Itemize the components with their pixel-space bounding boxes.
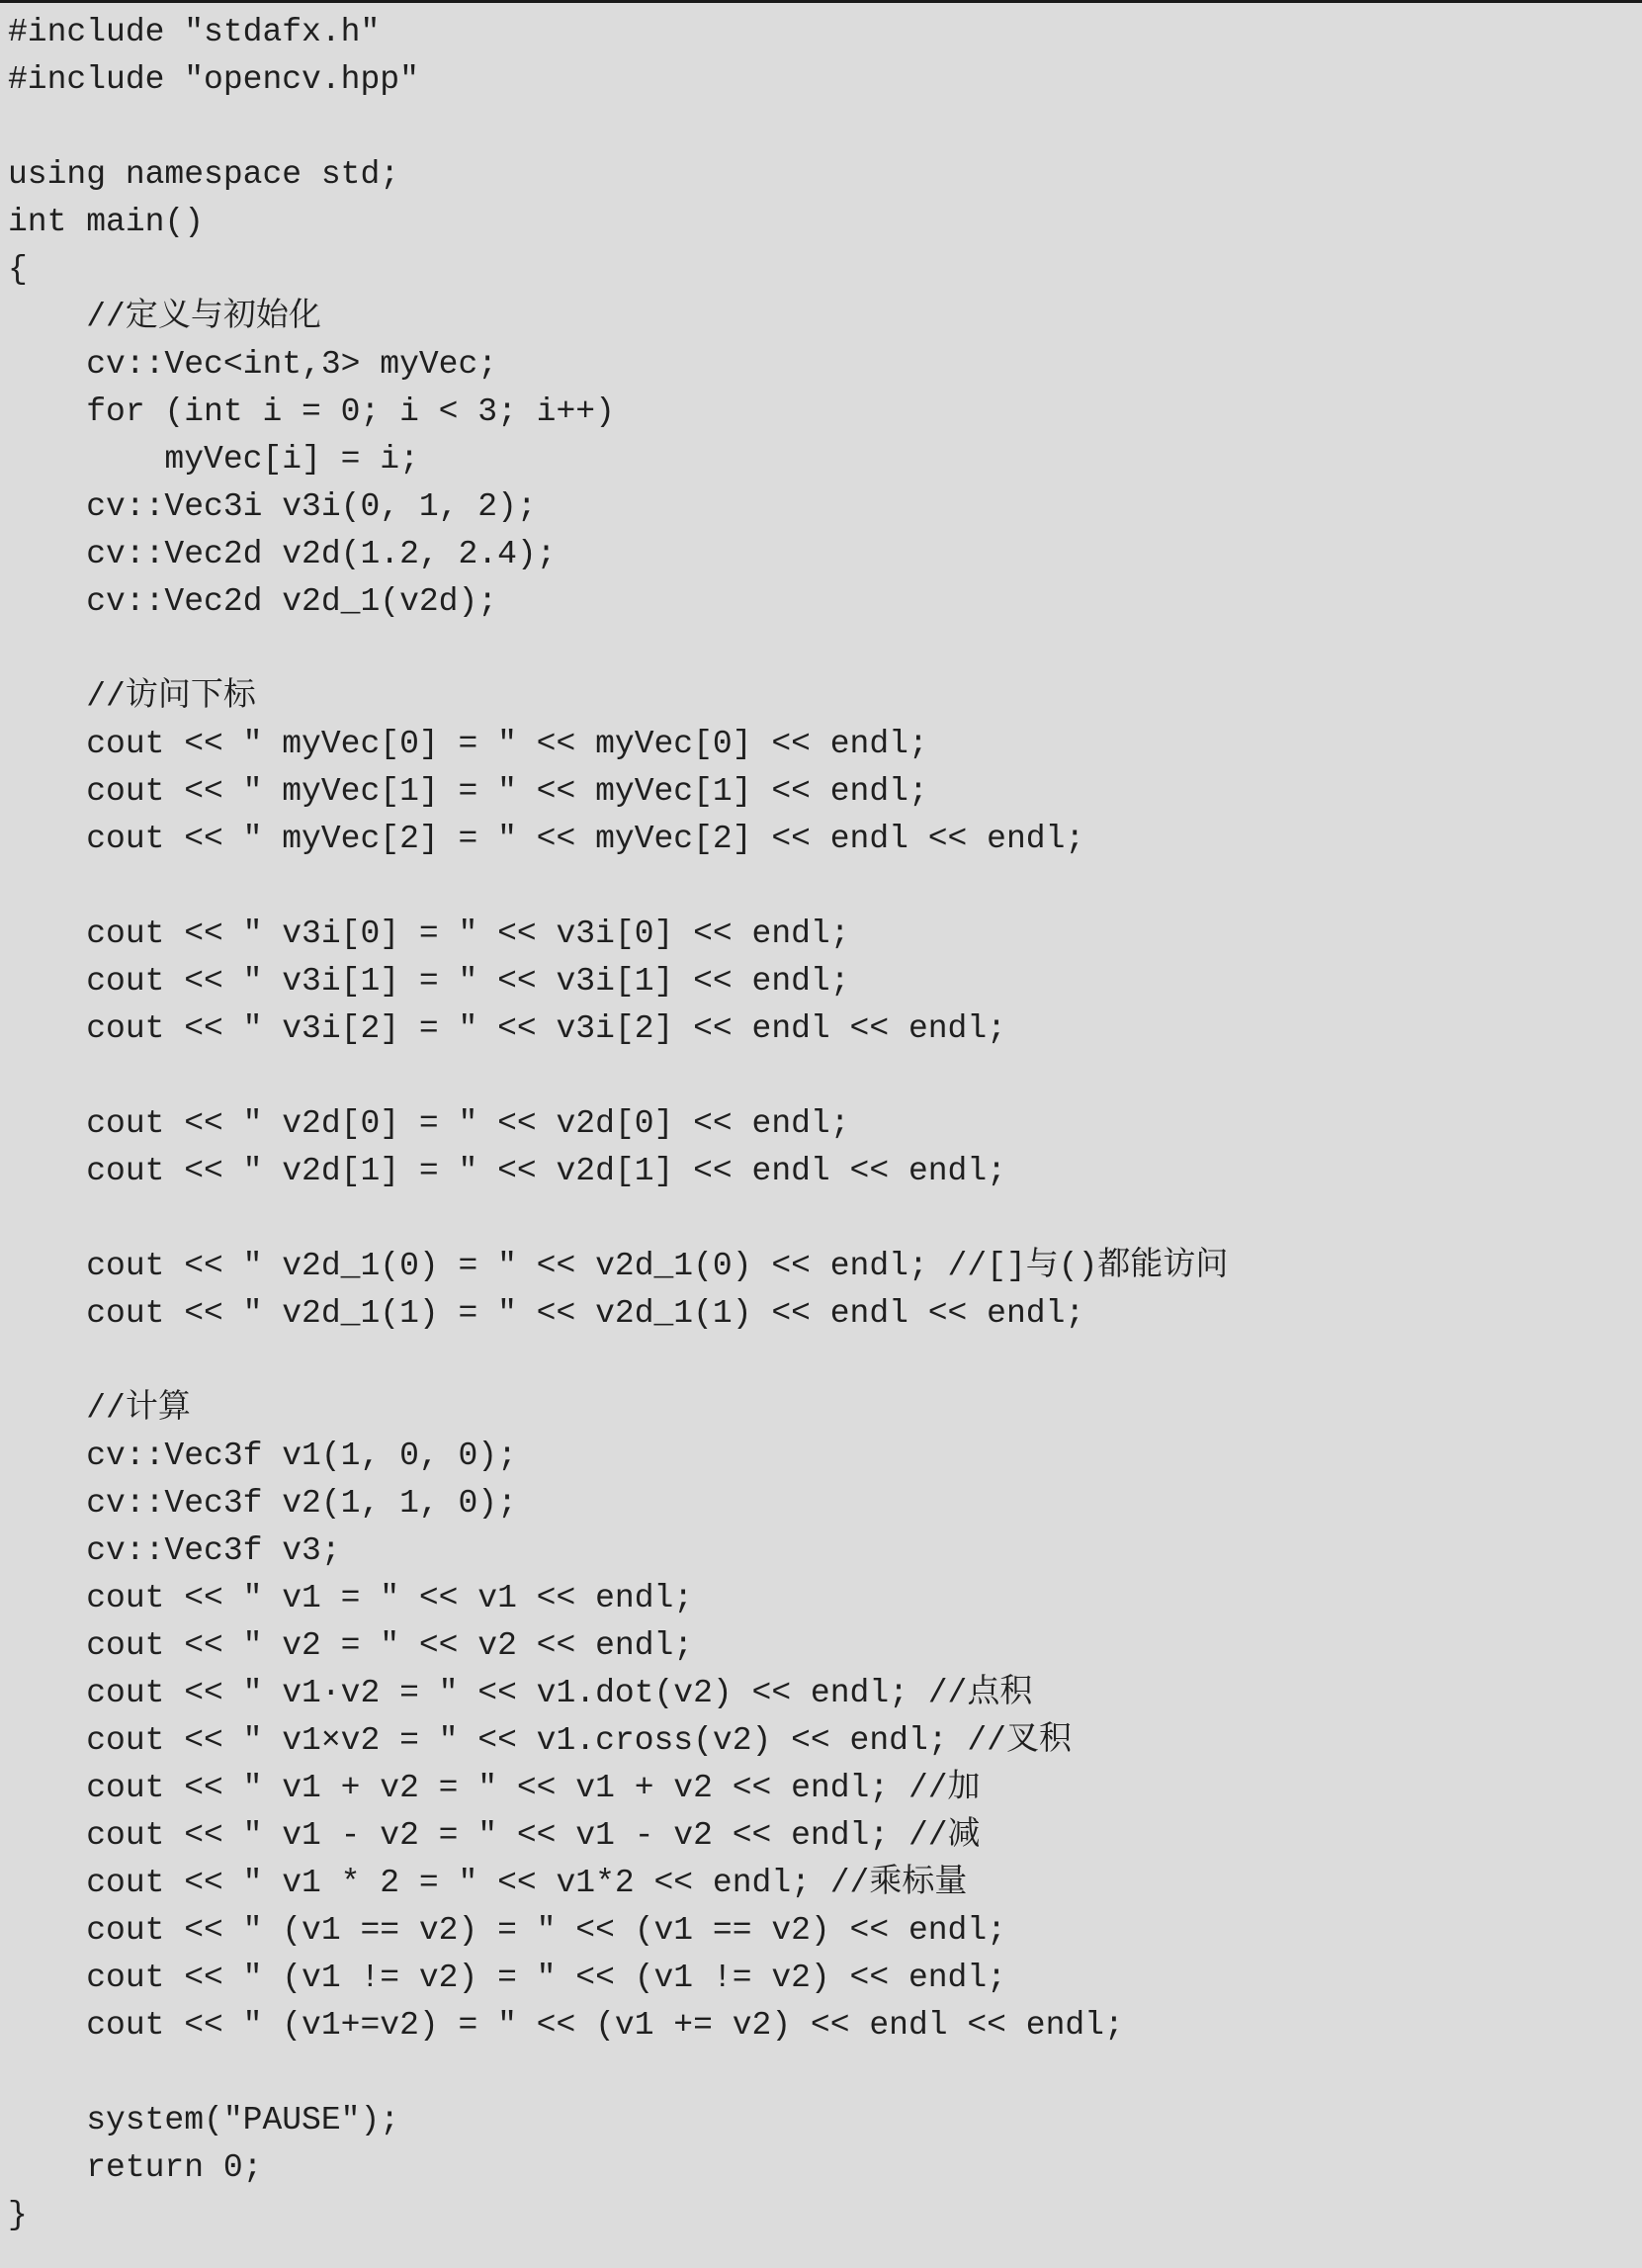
code-line [0,1338,1642,1385]
code-line: cout << " myVec[1] = " << myVec[1] << endl; [8,773,928,810]
code-line: for (int i = 0; i < 3; i++) [8,393,615,430]
code-line: cout << " (v1 == v2) = " << (v1 == v2) << endl; [8,1912,1006,1949]
code-line: cout << " v3i[0] = " << v3i[0] << endl; [8,916,850,952]
code-line: cout << " v1 = " << v1 << endl; [8,1580,694,1616]
code-line: cout << " myVec[0] = " << myVec[0] << endl; [8,726,928,762]
code-line: cout << " (v1 != v2) = " << (v1 != v2) << endl; [8,1960,1006,1996]
code-line: cout << " v2d_1(0) = " << v2d_1(0) << endl; //[]与()都能访问 [8,1248,1229,1284]
code-line: cout << " v3i[1] = " << v3i[1] << endl; [8,963,850,1000]
code-line [0,104,1642,151]
code-comment-line: //计算 [8,1390,191,1427]
code-comment-line: //访问下标 [8,678,256,715]
code-line: return 0; [8,2149,263,2186]
code-line: cout << " v3i[2] = " << v3i[2] << endl << endl; [8,1010,1006,1047]
code-line: cout << " myVec[2] = " << myVec[2] << endl << endl; [8,821,1085,857]
code-line [0,1053,1642,1100]
code-line: int main() [8,204,205,240]
code-lines-container [0,9,1642,2239]
code-line: cv::Vec2d v2d_1(v2d); [8,583,498,620]
code-line: cout << " v1·v2 = " << v1.dot(v2) << endl; //点积 [8,1675,1033,1711]
code-line: cout << " v2d_1(1) = " << v2d_1(1) << endl << endl; [8,1295,1085,1332]
code-line: cout << " v1 + v2 = " << v1 + v2 << endl; //加 [8,1770,981,1806]
code-line: { [8,251,28,288]
code-line: cout << " v1 * 2 = " << v1*2 << endl; //乘标量 [8,1865,968,1901]
code-line: cv::Vec3f v1(1, 0, 0); [8,1438,517,1474]
code-line: #include "opencv.hpp" [8,61,419,98]
code-line: cout << " v2d[0] = " << v2d[0] << endl; [8,1105,850,1142]
code-line: myVec[i] = i; [8,441,419,478]
code-line: system("PAUSE"); [8,2102,400,2138]
code-comment-line: //定义与初始化 [8,299,321,335]
code-line: using namespace std; [8,156,400,193]
code-line: cv::Vec3f v2(1, 1, 0); [8,1485,517,1522]
code-line [0,1195,1642,1243]
code-line: cout << " v1×v2 = " << v1.cross(v2) << endl; //叉积 [8,1722,1072,1759]
code-line [0,863,1642,911]
code-line: #include "stdafx.h" [8,14,381,50]
code-line: cv::Vec3i v3i(0, 1, 2); [8,488,537,525]
code-line [0,626,1642,673]
code-line [0,2050,1642,2097]
code-line: cout << " v2 = " << v2 << endl; [8,1627,694,1664]
code-line: } [8,2197,28,2233]
code-line: cv::Vec3f v3; [8,1532,341,1569]
code-line: cout << " v1 - v2 = " << v1 - v2 << endl; //减 [8,1817,981,1854]
code-line: cv::Vec<int,3> myVec; [8,346,498,383]
code-line: cout << " (v1+=v2) = " << (v1 += v2) << endl << endl; [8,2007,1124,2044]
code-line: cout << " v2d[1] = " << v2d[1] << endl << endl; [8,1153,1006,1189]
code-line: cv::Vec2d v2d(1.2, 2.4); [8,536,557,572]
